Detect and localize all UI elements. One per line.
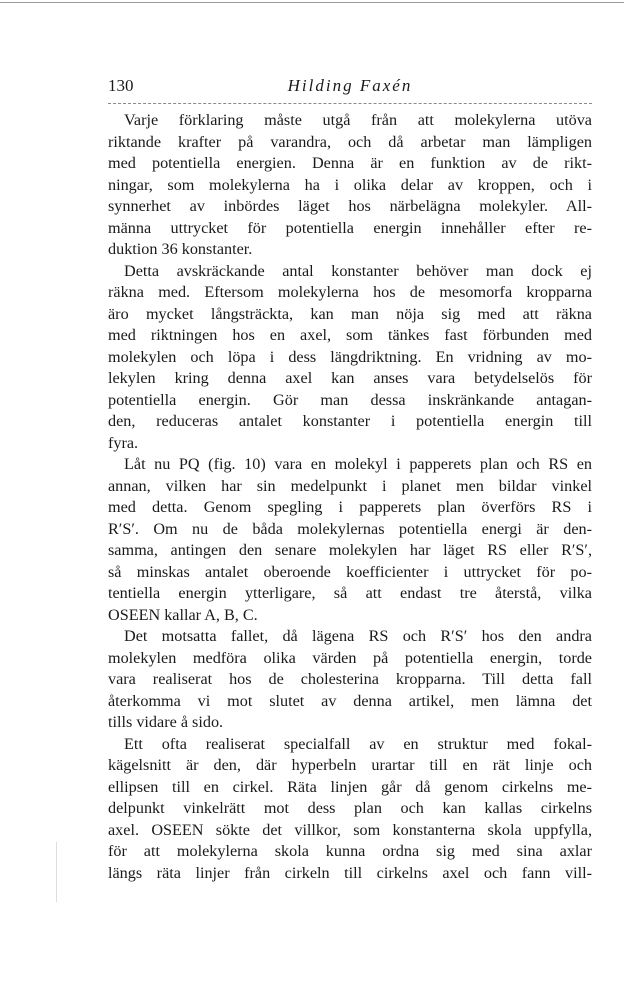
text-line: Ett ofta realiserat specialfall av en struktur med fokal- — [124, 734, 592, 753]
text-line: Detta avskräckande antal konstanter behöver man dock ej — [124, 261, 592, 280]
text-line: lekylen kring denna axel kan anses vara betydelselös för — [108, 369, 592, 387]
text-line: axel. OSEEN sökte det villkor, som konstanterna skola uppfylla, — [108, 820, 592, 839]
text-line: återkomma vi mot slutet av denna artikel, men lämna det — [108, 691, 592, 710]
text-line: vara realiserat hos de cholesterina kropparna. Till detta fall — [108, 670, 592, 688]
text-line: R′S′. Om nu de båda molekylernas potentiella energi är den- — [108, 519, 592, 538]
text-line: för att molekylerna skola kunna ordna sig med sina axlar — [108, 842, 592, 860]
page-number: 130 — [108, 76, 134, 95]
text-line: med potentiella energien. Denna är en funktion av de rikt- — [108, 154, 592, 172]
text-line: så minskas antalet oberoende koefficienter i uttrycket för po- — [108, 562, 592, 581]
page-header — [108, 76, 592, 98]
text-line: männa uttrycket för potentiella energin innehåller efter re- — [108, 218, 592, 237]
text-line: med riktningen hos en axel, som tänkes fast förbunden med — [108, 326, 592, 344]
text-line: med detta. Genom spegling i papperets plan överförs RS i — [108, 498, 592, 516]
header-rule — [108, 103, 592, 104]
running-title: Hilding Faxén — [287, 76, 413, 95]
text-line: OSEEN kallar A, B, C. — [108, 605, 258, 624]
text-line: räkna med. Eftersom molekylerna hos de mesomorfa kropparna — [108, 283, 592, 301]
text-line: ellipsen till en cirkel. Räta linjen går då genom cirkelns me- — [108, 777, 592, 796]
text-line: fyra. — [108, 433, 139, 452]
text-line: Låt nu PQ (fig. 10) vara en molekyl i papperets plan och RS en — [124, 455, 592, 473]
body-text — [108, 110, 592, 884]
text-line: synnerhet av inbördes läget hos närbelägna molekyler. All- — [108, 197, 592, 215]
margin-mark — [56, 842, 57, 902]
text-line: samma, antingen den senare molekylen har läget RS eller R′S′, — [108, 541, 592, 559]
text-line: riktande krafter på varandra, och då arbetar man lämpligen — [108, 132, 592, 151]
text-line: delpunkt vinkelrätt mot dess plan och kan kallas cirkelns — [108, 799, 592, 817]
text-line: Varje förklaring måste utgå från att molekylerna utöva — [124, 111, 592, 129]
top-edge-rule — [0, 2, 624, 3]
text-line: äro mycket långsträckta, kan man nöja sig med att räkna — [108, 304, 592, 323]
text-line: annan, vilken har sin medelpunkt i planet men bildar vinkel — [108, 476, 592, 495]
text-line: tentiella energin ytterligare, så att endast tre återstå, vilka — [108, 584, 592, 602]
text-line: Det motsatta fallet, då lägena RS och R′S′ hos den andra — [124, 627, 592, 645]
text-line: den, reduceras antalet konstanter i potentiella energin till — [108, 412, 592, 430]
text-line: längs räta linjer från cirkeln till cirkelns axel och fann vill- — [108, 863, 592, 882]
text-line: molekylen och löpa i dess längdriktning. En vridning av mo- — [108, 347, 592, 366]
text-line: duktion 36 konstanter. — [108, 240, 253, 258]
text-line: kägelsnitt är den, där hyperbeln urartar till en rät linje och — [108, 756, 592, 774]
text-line: potentiella energin. Gör man dessa inskränkande antagan- — [108, 390, 592, 409]
text-line: ningar, som molekylerna ha i olika delar av kroppen, och i — [108, 175, 592, 194]
text-line: tills vidare å sido. — [108, 713, 224, 731]
text-line: molekylen medföra olika värden på potentiella energin, torde — [108, 648, 592, 667]
